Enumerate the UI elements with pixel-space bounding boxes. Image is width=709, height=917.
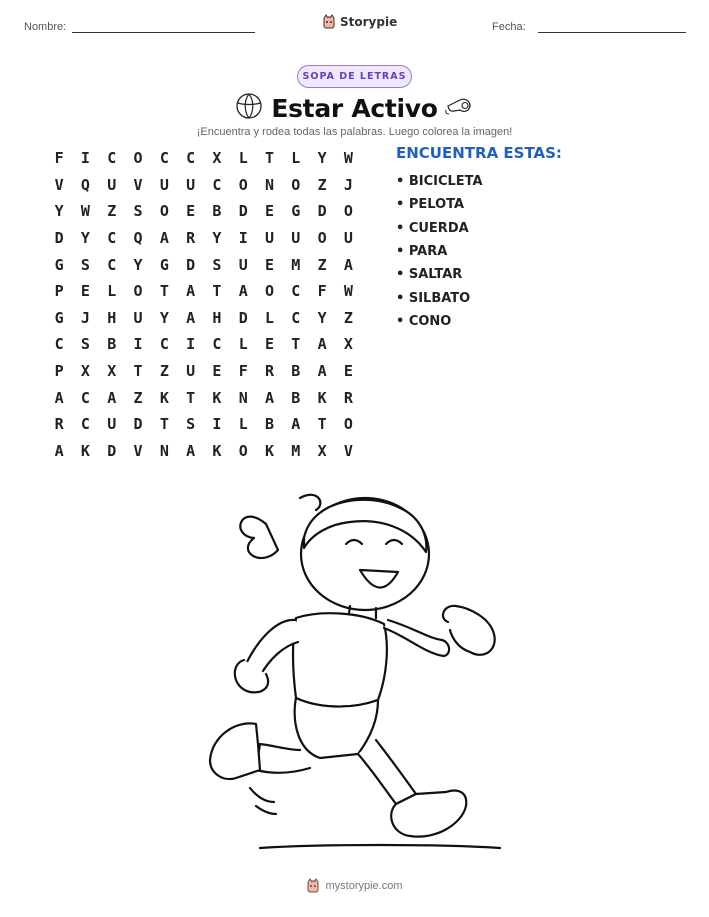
grid-letter[interactable]: K bbox=[265, 441, 275, 460]
grid-letter[interactable]: C bbox=[159, 335, 169, 354]
grid-row bbox=[46, 305, 362, 332]
grid-letter[interactable]: R bbox=[265, 362, 275, 381]
grid-letter[interactable]: W bbox=[343, 282, 353, 301]
grid-letter[interactable]: N bbox=[238, 388, 248, 407]
grid-letter[interactable]: X bbox=[317, 441, 327, 460]
grid-letter[interactable]: C bbox=[291, 282, 301, 301]
grid-letter[interactable]: Z bbox=[343, 308, 353, 327]
grid-letter[interactable]: Q bbox=[80, 175, 90, 194]
grid-letter[interactable]: F bbox=[238, 362, 248, 381]
grid-letter[interactable]: H bbox=[107, 308, 117, 327]
grid-letter[interactable]: A bbox=[54, 388, 64, 407]
storypie-footer-icon bbox=[306, 878, 320, 894]
whistle-icon bbox=[444, 94, 474, 118]
grid-letter[interactable]: E bbox=[80, 282, 90, 301]
grid-letter[interactable]: A bbox=[317, 335, 327, 354]
grid-letter[interactable]: D bbox=[107, 441, 117, 460]
grid-letter[interactable]: H bbox=[212, 308, 222, 327]
grid-letter[interactable]: T bbox=[265, 149, 275, 168]
grid-letter[interactable]: J bbox=[80, 308, 90, 327]
grid-letter[interactable]: J bbox=[343, 175, 353, 194]
grid-letter[interactable]: O bbox=[343, 415, 353, 434]
grid-letter[interactable]: G bbox=[54, 308, 64, 327]
running-girl-illustration bbox=[200, 488, 510, 856]
grid-letter[interactable]: L bbox=[238, 415, 248, 434]
grid-letter[interactable]: O bbox=[291, 175, 301, 194]
grid-letter[interactable]: V bbox=[343, 441, 353, 460]
grid-letter[interactable]: A bbox=[291, 415, 301, 434]
grid-row bbox=[46, 198, 362, 225]
grid-letter[interactable]: C bbox=[291, 308, 301, 327]
word-item: • CONO bbox=[396, 313, 452, 329]
footer-url[interactable]: mystorypie.com bbox=[325, 880, 403, 892]
page-title: Estar Activo bbox=[271, 93, 438, 123]
word-list bbox=[396, 170, 483, 333]
grid-letter[interactable]: A bbox=[186, 308, 196, 327]
grid-letter[interactable]: O bbox=[159, 202, 169, 221]
grid-letter[interactable]: I bbox=[186, 335, 196, 354]
grid-letter[interactable]: T bbox=[159, 282, 169, 301]
word-item: • CUERDA bbox=[396, 220, 469, 236]
grid-letter[interactable]: U bbox=[107, 415, 117, 434]
brand-logo bbox=[322, 14, 397, 30]
grid-letter[interactable]: W bbox=[80, 202, 90, 221]
grid-letter[interactable]: M bbox=[291, 255, 301, 274]
grid-letter[interactable]: E bbox=[265, 335, 275, 354]
name-label: Nombre: bbox=[24, 21, 67, 33]
grid-letter[interactable]: Z bbox=[133, 388, 143, 407]
grid-letter[interactable]: B bbox=[107, 335, 117, 354]
grid-letter[interactable]: A bbox=[265, 388, 275, 407]
grid-letter[interactable]: L bbox=[238, 335, 248, 354]
grid-letter[interactable]: S bbox=[212, 255, 222, 274]
grid-letter[interactable]: C bbox=[159, 149, 169, 168]
storypie-logo-icon bbox=[322, 14, 336, 30]
grid-letter[interactable]: A bbox=[238, 282, 248, 301]
footer bbox=[0, 878, 709, 894]
grid-letter[interactable]: C bbox=[107, 255, 117, 274]
grid-letter[interactable]: P bbox=[54, 282, 64, 301]
grid-letter[interactable]: I bbox=[133, 335, 143, 354]
grid-letter[interactable]: A bbox=[107, 388, 117, 407]
grid-letter[interactable]: V bbox=[133, 175, 143, 194]
grid-row bbox=[46, 172, 362, 199]
grid-letter[interactable]: K bbox=[212, 441, 222, 460]
grid-letter[interactable]: G bbox=[291, 202, 301, 221]
grid-row bbox=[46, 438, 362, 465]
grid-letter[interactable]: A bbox=[343, 255, 353, 274]
grid-row bbox=[46, 384, 362, 411]
grid-letter[interactable]: I bbox=[238, 229, 248, 248]
grid-letter[interactable]: O bbox=[343, 202, 353, 221]
grid-letter[interactable]: Z bbox=[317, 255, 327, 274]
word-item: • SILBATO bbox=[396, 290, 471, 306]
grid-letter[interactable]: Y bbox=[159, 308, 169, 327]
grid-letter[interactable]: X bbox=[80, 362, 90, 381]
grid-letter[interactable]: K bbox=[317, 388, 327, 407]
grid-letter[interactable]: X bbox=[343, 335, 353, 354]
grid-letter[interactable]: S bbox=[80, 335, 90, 354]
grid-row bbox=[46, 358, 362, 385]
grid-letter[interactable]: U bbox=[343, 229, 353, 248]
grid-letter[interactable]: C bbox=[212, 175, 222, 194]
grid-letter[interactable]: A bbox=[159, 229, 169, 248]
grid-letter[interactable]: T bbox=[212, 282, 222, 301]
grid-row bbox=[46, 278, 362, 305]
grid-letter[interactable]: S bbox=[80, 255, 90, 274]
name-line[interactable] bbox=[72, 32, 255, 33]
word-item: • PARA bbox=[396, 244, 448, 260]
grid-letter[interactable]: D bbox=[54, 229, 64, 248]
grid-letter[interactable]: D bbox=[238, 308, 248, 327]
grid-letter[interactable]: G bbox=[54, 255, 64, 274]
grid-letter[interactable]: D bbox=[317, 202, 327, 221]
word-item: • BICICLETA bbox=[396, 174, 483, 190]
grid-letter[interactable]: E bbox=[265, 255, 275, 274]
grid-letter[interactable]: B bbox=[265, 415, 275, 434]
grid-row bbox=[46, 251, 362, 278]
grid-letter[interactable]: X bbox=[212, 149, 222, 168]
grid-letter[interactable]: E bbox=[212, 362, 222, 381]
grid-letter[interactable]: C bbox=[54, 335, 64, 354]
grid-letter[interactable]: U bbox=[186, 362, 196, 381]
grid-letter[interactable]: U bbox=[159, 175, 169, 194]
grid-letter[interactable]: E bbox=[186, 202, 196, 221]
grid-letter[interactable]: R bbox=[186, 229, 196, 248]
grid-letter[interactable]: G bbox=[159, 255, 169, 274]
grid-letter[interactable]: O bbox=[238, 175, 248, 194]
grid-letter[interactable]: U bbox=[133, 308, 143, 327]
grid-letter[interactable]: L bbox=[107, 282, 117, 301]
grid-letter[interactable]: Z bbox=[317, 175, 327, 194]
grid-letter[interactable]: C bbox=[80, 388, 90, 407]
grid-letter[interactable]: E bbox=[343, 362, 353, 381]
grid-letter[interactable]: Y bbox=[133, 255, 143, 274]
grid-letter[interactable]: C bbox=[186, 149, 196, 168]
grid-letter[interactable]: Y bbox=[317, 149, 327, 168]
grid-row bbox=[46, 225, 362, 252]
grid-letter[interactable]: T bbox=[133, 362, 143, 381]
grid-letter[interactable]: C bbox=[107, 229, 117, 248]
grid-letter[interactable]: X bbox=[107, 362, 117, 381]
grid-letter[interactable]: Z bbox=[159, 362, 169, 381]
grid-letter[interactable]: O bbox=[238, 441, 248, 460]
grid-letter[interactable]: L bbox=[238, 149, 248, 168]
grid-letter[interactable]: T bbox=[186, 388, 196, 407]
grid-letter[interactable]: T bbox=[317, 415, 327, 434]
grid-letter[interactable]: O bbox=[265, 282, 275, 301]
grid-letter[interactable]: Y bbox=[212, 229, 222, 248]
grid-letter[interactable]: B bbox=[291, 388, 301, 407]
grid-letter[interactable]: E bbox=[265, 202, 275, 221]
grid-letter[interactable]: T bbox=[291, 335, 301, 354]
grid-letter[interactable]: A bbox=[186, 441, 196, 460]
grid-letter[interactable]: O bbox=[133, 282, 143, 301]
grid-letter[interactable]: C bbox=[107, 149, 117, 168]
grid-letter[interactable]: C bbox=[212, 335, 222, 354]
date-line[interactable] bbox=[538, 32, 686, 33]
grid-letter[interactable]: K bbox=[212, 388, 222, 407]
grid-letter[interactable]: V bbox=[133, 441, 143, 460]
grid-letter[interactable]: C bbox=[80, 415, 90, 434]
grid-letter[interactable]: N bbox=[159, 441, 169, 460]
grid-letter[interactable]: A bbox=[54, 441, 64, 460]
grid-letter[interactable]: F bbox=[317, 282, 327, 301]
word-item: • SALTAR bbox=[396, 267, 463, 283]
grid-letter[interactable]: T bbox=[159, 415, 169, 434]
grid-letter[interactable]: B bbox=[212, 202, 222, 221]
grid-letter[interactable]: O bbox=[133, 149, 143, 168]
grid-letter[interactable]: O bbox=[317, 229, 327, 248]
grid-letter[interactable]: W bbox=[343, 149, 353, 168]
grid-letter[interactable]: P bbox=[54, 362, 64, 381]
grid-letter[interactable]: U bbox=[186, 175, 196, 194]
grid-letter[interactable]: U bbox=[107, 175, 117, 194]
grid-letter[interactable]: U bbox=[265, 229, 275, 248]
word-item: • PELOTA bbox=[396, 197, 465, 213]
activity-badge: SOPA DE LETRAS bbox=[297, 65, 412, 88]
grid-letter[interactable]: A bbox=[317, 362, 327, 381]
word-list-title: ENCUENTRA ESTAS: bbox=[396, 144, 562, 162]
brand-name: Storypie bbox=[340, 15, 398, 29]
grid-letter[interactable]: D bbox=[133, 415, 143, 434]
grid-letter[interactable]: Z bbox=[107, 202, 117, 221]
grid-row bbox=[46, 331, 362, 358]
letter-grid bbox=[46, 145, 362, 464]
grid-row bbox=[46, 145, 362, 172]
grid-letter[interactable]: N bbox=[265, 175, 275, 194]
grid-letter[interactable]: S bbox=[186, 415, 196, 434]
grid-letter[interactable]: S bbox=[133, 202, 143, 221]
grid-letter[interactable]: Y bbox=[317, 308, 327, 327]
grid-letter[interactable]: I bbox=[212, 415, 222, 434]
grid-letter[interactable]: K bbox=[159, 388, 169, 407]
grid-letter[interactable]: Y bbox=[54, 202, 64, 221]
grid-row bbox=[46, 411, 362, 438]
grid-letter[interactable]: Q bbox=[133, 229, 143, 248]
date-label: Fecha: bbox=[492, 21, 526, 33]
grid-letter[interactable]: F bbox=[54, 149, 64, 168]
grid-letter[interactable]: D bbox=[186, 255, 196, 274]
grid-letter[interactable]: L bbox=[291, 149, 301, 168]
grid-letter[interactable]: K bbox=[80, 441, 90, 460]
grid-letter[interactable]: I bbox=[80, 149, 90, 168]
grid-letter[interactable]: M bbox=[291, 441, 301, 460]
grid-letter[interactable]: V bbox=[54, 175, 64, 194]
grid-letter[interactable]: D bbox=[238, 202, 248, 221]
grid-letter[interactable]: R bbox=[343, 388, 353, 407]
grid-letter[interactable]: U bbox=[291, 229, 301, 248]
grid-letter[interactable]: Y bbox=[80, 229, 90, 248]
grid-letter[interactable]: B bbox=[291, 362, 301, 381]
grid-letter[interactable]: U bbox=[238, 255, 248, 274]
instructions: ¡Encuentra y rodea todas las palabras. Luego colorea la imagen! bbox=[196, 126, 513, 138]
grid-letter[interactable]: A bbox=[186, 282, 196, 301]
grid-letter[interactable]: R bbox=[54, 415, 64, 434]
grid-letter[interactable]: L bbox=[265, 308, 275, 327]
